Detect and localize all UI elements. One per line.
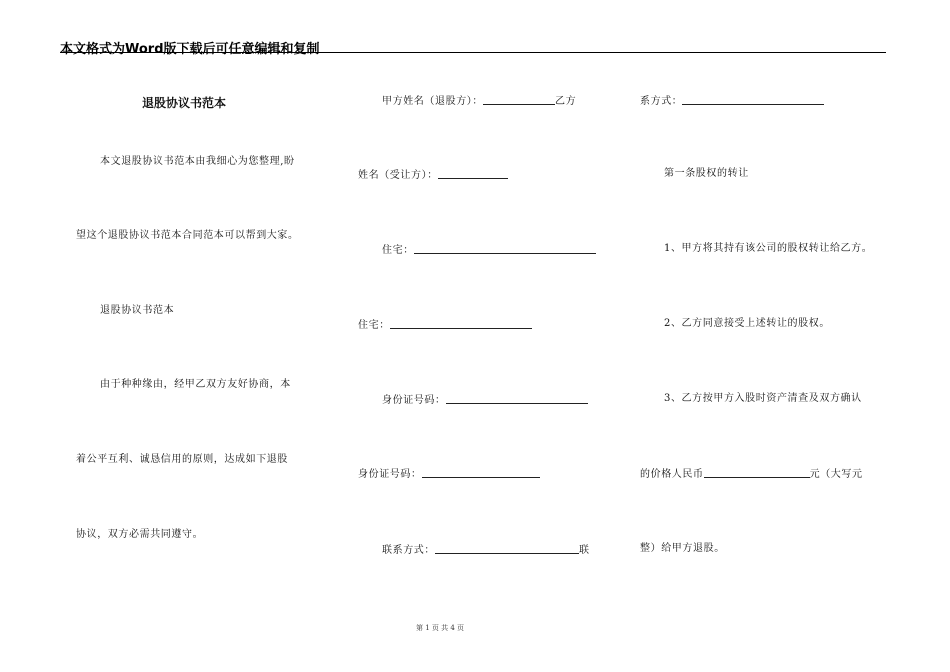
section-subtitle: 退股协议书范本 (100, 305, 175, 316)
id-a-label: 身份证号码： (382, 395, 446, 406)
header-rule (60, 52, 886, 53)
contact-a-label: 联系方式： (382, 545, 435, 556)
price-label: 的价格人民币 (640, 469, 704, 480)
id-b-blank (422, 467, 540, 478)
article-1-title: 第一条股权的转让 (664, 168, 749, 179)
party-a-name-label: 甲方姓名（退股方）： (382, 96, 483, 107)
paragraph-line-3: 协议，双方必需共同遵守。 (76, 529, 204, 540)
price-suffix: 元（大写元 (809, 469, 863, 480)
party-b-name-blank (438, 168, 508, 179)
party-a-name-field (382, 94, 576, 108)
contact-a-blank (435, 543, 579, 554)
document-title: 退股协议书范本 (142, 96, 227, 110)
paragraph-line-1: 由于种种缘由，经甲乙双方友好协商，本 (100, 379, 291, 390)
residence-b-label: 住宅： (358, 320, 390, 331)
residence-b-blank (390, 318, 532, 329)
party-a-name-suffix: 乙方 (555, 96, 577, 107)
residence-a-blank (414, 243, 596, 254)
id-a-field (382, 393, 588, 407)
clause-2: 2、乙方同意接受上述转让的股权。 (664, 318, 830, 329)
contact-b-blank (682, 94, 824, 105)
contact-b-label: 系方式： (640, 96, 683, 107)
clause-3-line-1: 3、乙方按甲方入股时资产清查及双方确认 (664, 393, 862, 404)
party-b-name-field (358, 168, 508, 182)
party-a-name-blank (483, 94, 555, 105)
party-b-name-label: 姓名（受让方）： (358, 170, 438, 181)
intro-line-1: 本文退股协议书范本由我细心为您整理,盼 (100, 156, 295, 167)
residence-b-field (358, 318, 532, 332)
intro-line-2: 望这个退股协议书范本合同范本可以帮到大家。 (76, 230, 299, 241)
document-header: 本文格式为Word版下载后可任意编辑和复制 (60, 42, 320, 57)
price-field (640, 467, 863, 481)
page-footer: 第 1 页 共 4 页 (415, 624, 465, 632)
price-blank (704, 467, 810, 478)
id-b-label: 身份证号码： (358, 469, 422, 480)
paragraph-line-2: 着公平互利、诚恳信用的原则，达成如下退股 (76, 454, 288, 465)
clause-1: 1、甲方将其持有该公司的股权转让给乙方。 (664, 243, 873, 254)
residence-a-field (382, 243, 596, 257)
contact-a-suffix: 联 (579, 545, 590, 556)
contact-a-field (382, 543, 590, 557)
id-a-blank (446, 393, 588, 404)
contact-b-field (640, 94, 824, 108)
clause-3-line-3: 整）给甲方退股。 (640, 543, 725, 554)
id-b-field (358, 467, 540, 481)
residence-a-label: 住宅： (382, 245, 414, 256)
